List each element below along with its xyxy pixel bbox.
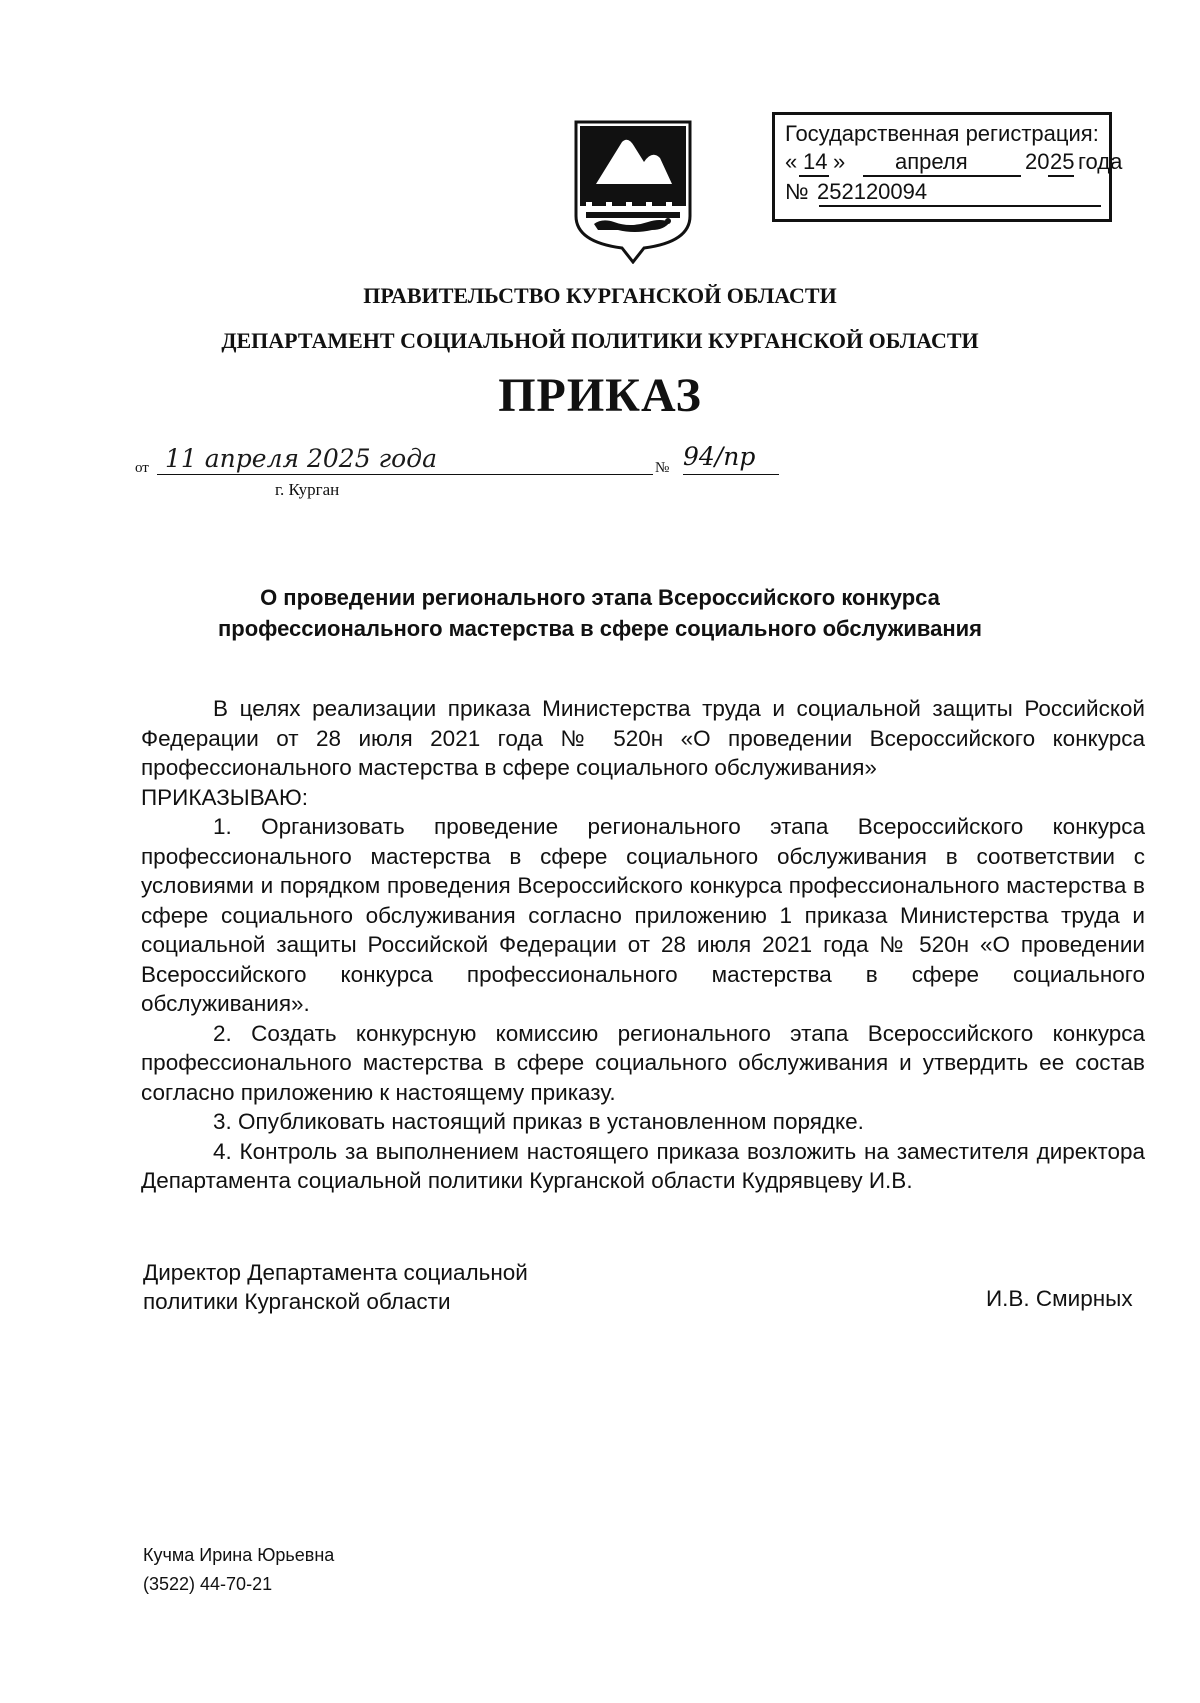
- order-item-2: 2. Создать конкурсную комиссию регионального этапа Всероссийского конкурса профессионального мастерства в сфере социального обслуживания и утвердить ее состав согласно приложению к настоящему приказу.: [141, 1020, 1145, 1105]
- number-underline: [819, 205, 1101, 207]
- registration-day: 14: [803, 149, 828, 175]
- day-underline: [799, 175, 829, 177]
- order-date-line: [135, 442, 756, 508]
- order-number-label: №: [655, 460, 670, 476]
- registration-title: Государственная регистрация:: [785, 121, 1099, 146]
- order-item-1: 1. Организовать проведение регионального этапа Всероссийского конкурса профессионального мастерства в сфере социального обслуживания в соответствии с условиями и порядком проведения Всероссийского конкурса профессионального мастерства в сфере социального обслуживания согласно приложению 1 приказа Министерства труда и социальной защиты Российской Федерации от 28 июля 2021 года № 520н «О проведении Всероссийского конкурса профессионального мастерства в сфере социального обслуживания».: [141, 814, 1145, 1016]
- order-item-4: 4. Контроль за выполнением настоящего приказа возложить на заместителя директора Департамента социальной политики Курганской области Кудрявцеву И.В.: [141, 1138, 1145, 1193]
- preamble-paragraph: В целях реализации приказа Министерства труда и социальной защиты Российской Федерации от 28 июля 2021 года № 520н «О проведении Всероссийского конкурса профессионального мастерства в сфере социального обслуживания»: [141, 696, 1145, 780]
- handwritten-date: 11 апреля 2025 года: [157, 444, 653, 475]
- order-title-line-2: профессионального мастерства в сфере социального обслуживания: [217, 616, 983, 641]
- department-header: ДЕПАРТАМЕНТ СОЦИАЛЬНОЙ ПОЛИТИКИ КУРГАНСКОЙ ОБЛАСТИ: [221, 328, 979, 353]
- order-word: ПРИКАЗЫВАЮ:: [141, 784, 308, 810]
- executor-info: [143, 1541, 334, 1599]
- registration-day-close: »: [833, 149, 846, 175]
- registration-number-label: №: [785, 179, 809, 205]
- registration-stamp: [772, 112, 1123, 222]
- registration-number-row: [785, 179, 1101, 209]
- executor-phone: (3522) 44-70-21: [143, 1574, 273, 1594]
- registration-day-open: «: [785, 149, 798, 175]
- city-label: г. Курган: [275, 480, 340, 499]
- order-title-line-1: О проведении регионального этапа Всероссийского конкурса: [260, 585, 940, 610]
- registration-number: 252120094: [817, 179, 928, 205]
- executor-name: Кучма Ирина Юрьевна: [143, 1545, 335, 1565]
- registration-date: [785, 149, 1123, 179]
- order-body: [141, 694, 1145, 1196]
- signatory-position: [143, 1258, 528, 1316]
- year-underline: [1048, 175, 1074, 177]
- signatory-position-line-2: политики Курганской области: [143, 1289, 451, 1314]
- registration-year-suffix: 25: [1050, 149, 1075, 175]
- from-label: от: [135, 460, 149, 476]
- handwritten-order-number: 94/пр: [683, 442, 779, 475]
- order-title: [140, 582, 1060, 644]
- registration-year-word: года: [1078, 149, 1123, 175]
- coat-of-arms-emblem: [572, 118, 694, 264]
- signatory-position-line-1: Директор Департамента социальной: [143, 1260, 528, 1285]
- document-type-heading: ПРИКАЗ: [498, 369, 702, 422]
- registration-year-prefix: 20: [1025, 149, 1050, 175]
- registration-month: апреля: [895, 149, 968, 175]
- signatory-name: И.В. Смирных: [986, 1286, 1133, 1311]
- government-header: ПРАВИТЕЛЬСТВО КУРГАНСКОЙ ОБЛАСТИ: [363, 283, 837, 308]
- order-item-3: 3. Опубликовать настоящий приказ в установленном порядке.: [213, 1109, 864, 1134]
